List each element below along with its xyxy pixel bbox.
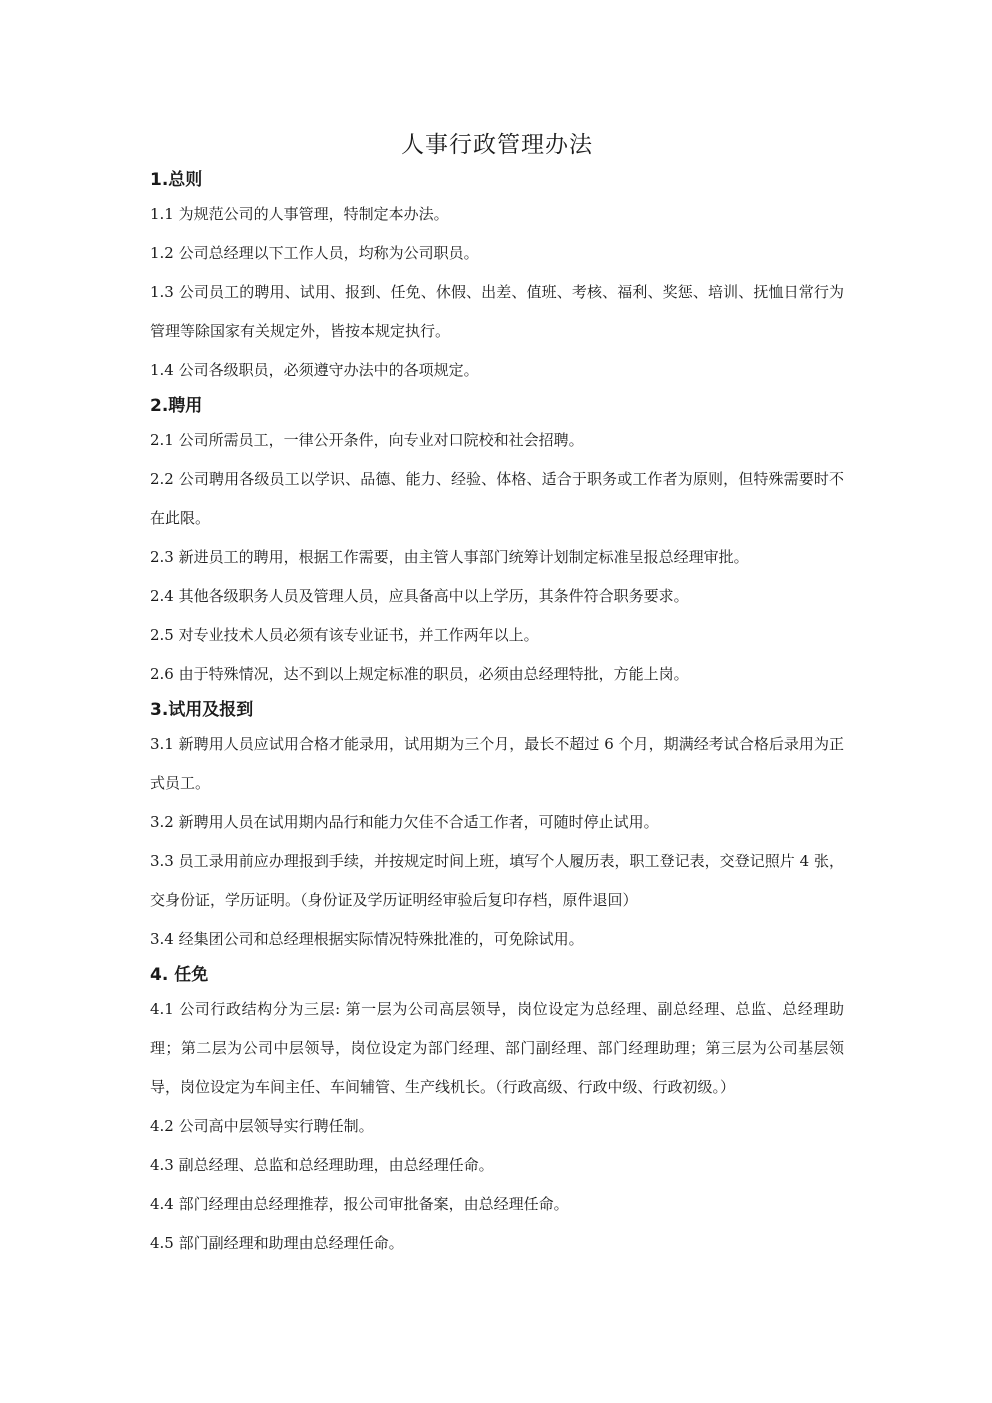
paragraph: 2.2 公司聘用各级员工以学识、品德、能力、经验、体格、适合于职务或工作者为原则，但特殊需要时不在此限。: [150, 470, 844, 527]
paragraph: 4.4 部门经理由总经理推荐，报公司审批备案，由总经理任命。: [150, 1195, 569, 1213]
paragraph: 2.3 新进员工的聘用，根据工作需要，由主管人事部门统筹计划制定标准呈报总经理审批。: [150, 548, 749, 566]
paragraph: 4.5 部门副经理和助理由总经理任命。: [150, 1234, 404, 1252]
paragraph: 3.1 新聘用人员应试用合格才能录用，试用期为三个月，最长不超过 6 个月，期满经考试合格后录用为正式员工。: [150, 735, 844, 792]
document-title: 人事行政管理办法: [401, 132, 593, 158]
section-general: [150, 166, 844, 390]
section-hiring: [150, 392, 844, 694]
paragraph: 3.4 经集团公司和总经理根据实际情况特殊批准的，可免除试用。: [150, 930, 584, 948]
paragraph: 4.1 公司行政结构分为三层: 第一层为公司高层领导，岗位设定为总经理、副总经理、总监、总经理助理；第二层为公司中层领导，岗位设定为部门经理、部门副经理、部门经理助理；第三层为公司基层领导，岗位设定为车间主任、车间辅管、生产线机长。（行政高级、行政中级、行政初级。）: [150, 1000, 844, 1096]
paragraph: 2.4 其他各级职务人员及管理人员，应具备高中以上学历，其条件符合职务要求。: [150, 587, 689, 605]
section-heading: 1.总则: [150, 170, 203, 190]
section-probation: [150, 696, 844, 959]
paragraph: 2.1 公司所需员工，一律公开条件，向专业对口院校和社会招聘。: [150, 431, 584, 449]
paragraph: 1.2 公司总经理以下工作人员，均称为公司职员。: [150, 244, 479, 262]
section-heading: 4. 任免: [150, 965, 209, 985]
section-heading: 2.聘用: [150, 396, 203, 416]
paragraph: 3.3 员工录用前应办理报到手续，并按规定时间上班，填写个人履历表，职工登记表，交登记照片 4 张，交身份证，学历证明。（身份证及学历证明经审验后复印存档，原件退回）: [150, 852, 844, 909]
paragraph: 4.2 公司高中层领导实行聘任制。: [150, 1117, 374, 1135]
paragraph: 1.1 为规范公司的人事管理，特制定本办法。: [150, 205, 449, 223]
paragraph: 4.3 副总经理、总监和总经理助理，由总经理任命。: [150, 1156, 494, 1174]
section-appointment: [150, 961, 844, 1263]
paragraph: 2.5 对专业技术人员必须有该专业证书，并工作两年以上。: [150, 626, 539, 644]
paragraph: 1.3 公司员工的聘用、试用、报到、任免、休假、出差、值班、考核、福利、奖惩、培训、抚恤日常行为管理等除国家有关规定外，皆按本规定执行。: [150, 283, 844, 340]
section-heading: 3.试用及报到: [150, 700, 254, 720]
paragraph: 2.6 由于特殊情况，达不到以上规定标准的职员，必须由总经理特批，方能上岗。: [150, 665, 689, 683]
paragraph: 3.2 新聘用人员在试用期内品行和能力欠佳不合适工作者，可随时停止试用。: [150, 813, 659, 831]
paragraph: 1.4 公司各级职员，必须遵守办法中的各项规定。: [150, 361, 479, 379]
